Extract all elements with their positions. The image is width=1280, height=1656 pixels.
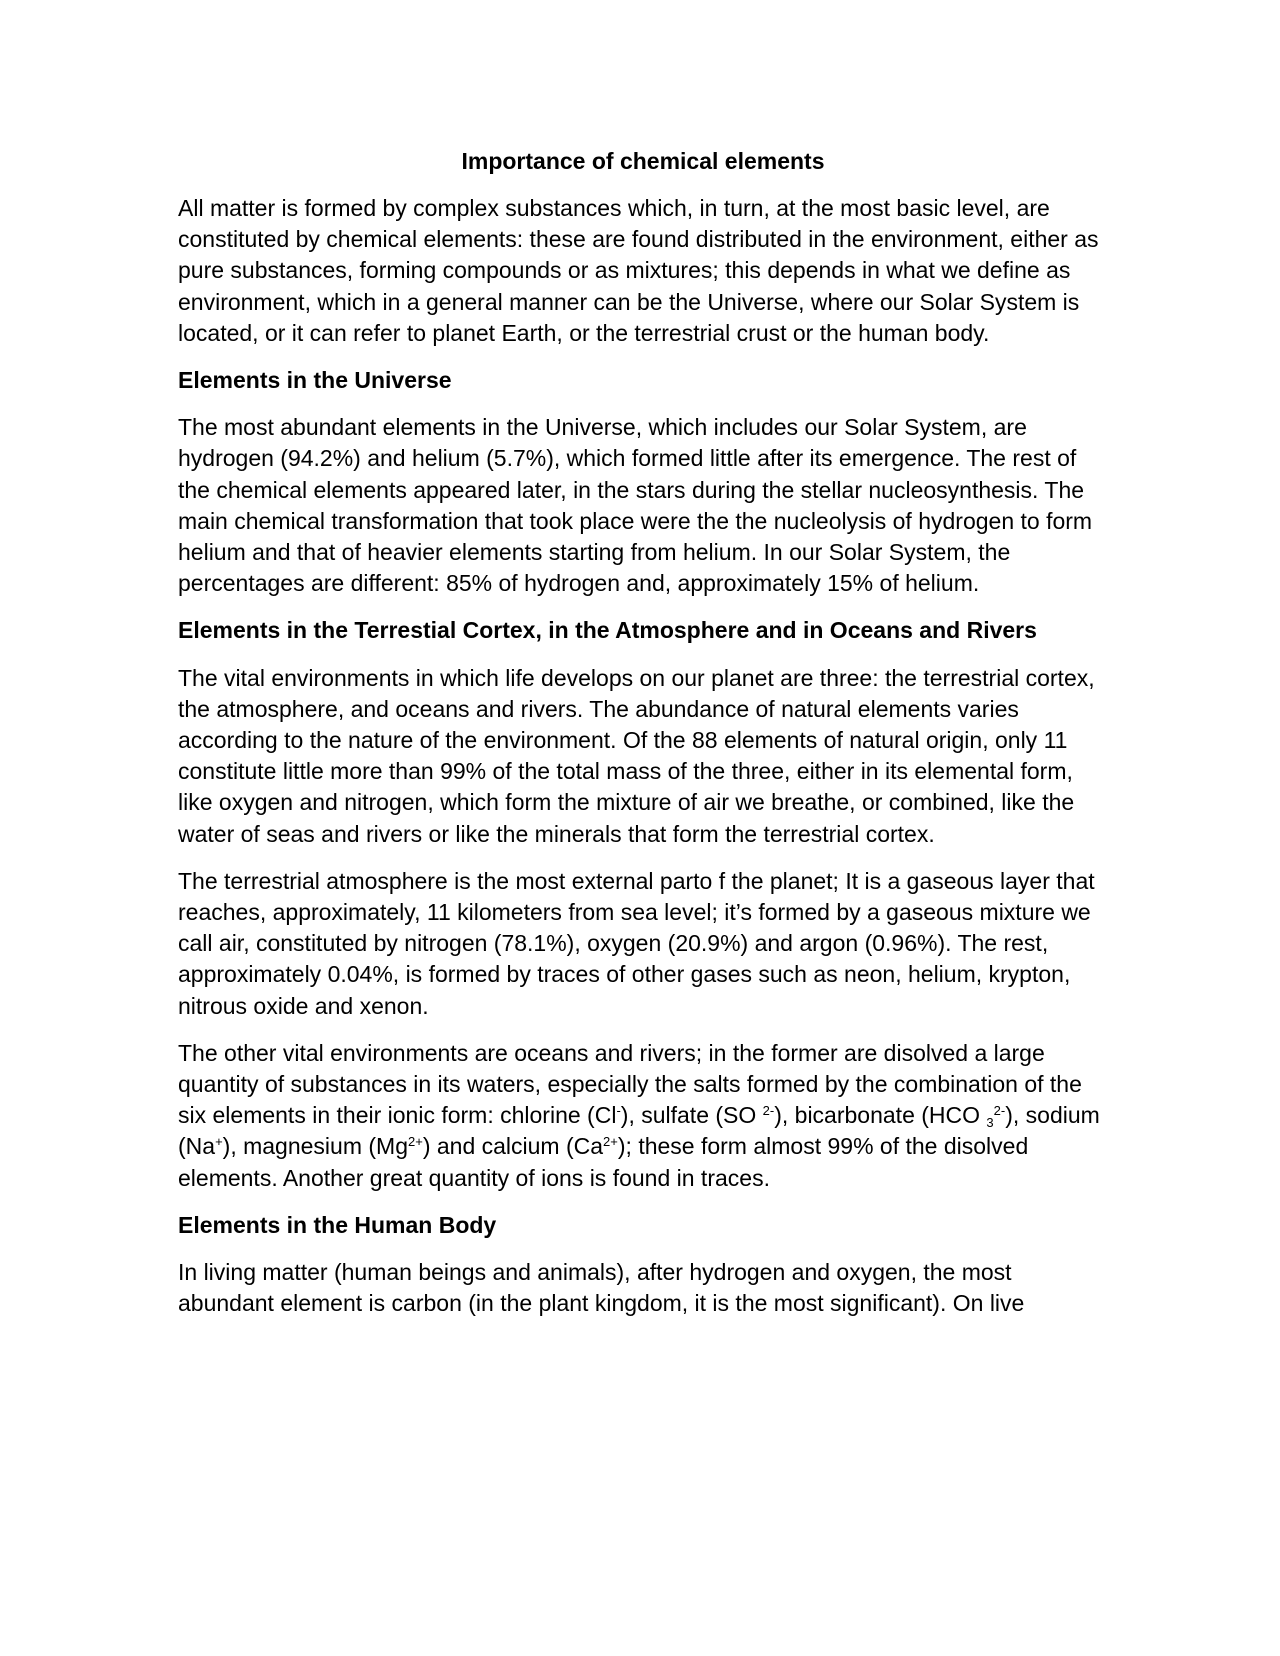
magnesium-charge: 2+ <box>407 1134 423 1150</box>
chloride-charge: - <box>616 1103 621 1119</box>
bicarbonate-charge: 2- <box>993 1103 1006 1119</box>
universe-paragraph: The most abundant elements in the Universe, which includes our Solar System, are hydrogen (94.2%) and helium (5.7%), which formed little after its emergence. The rest of the chemical elements appeared later, in the stars during the stellar nucleosynthesis. The main chemical transformation that took place were the the nucleolysis of hydrogen to form helium and that of heavier elements starting from helium. In our Solar System, the percentages are different: 85% of hydrogen and, approximately 15% of helium. <box>178 414 1093 597</box>
document-title: Importance of chemical elements <box>461 148 825 174</box>
section-heading-human-body: Elements in the Human Body <box>178 1211 497 1238</box>
bicarbonate-subscript: 3 <box>986 1115 994 1131</box>
terrestrial-paragraph-2: The terrestrial atmosphere is the most external parto f the planet; It is a gaseous layer that reaches, approximately, 11 kilometers from sea level; it’s formed by a gaseous mixture we call air, constituted by nitrogen (78.1%), oxygen (20.9%) and argon (0.96%). The rest, approximately 0.04%, is formed by traces of other gases such as neon, helium, krypton, nitrous oxide and xenon. <box>178 867 1095 1019</box>
calcium-charge: 2+ <box>603 1134 618 1150</box>
sulfate-charge: 2- <box>762 1103 775 1119</box>
intro-paragraph: All matter is formed by complex substances which, in turn, at the most basic level, are constituted by chemical elements: these are found distributed in the environment, either as pure substances, forming compounds or as mixtures; this depends in what we define as environment, which in a general manner can be the Universe, where our Solar System is located, or it can refer to planet Earth, or the terrestrial crust or the human body. <box>178 195 1099 346</box>
oceans-text-6: ) and calcium (Ca <box>422 1133 604 1160</box>
oceans-text-2: ), sulfate (SO <box>620 1102 763 1129</box>
document-page <box>178 146 1108 1336</box>
human-body-paragraph: In living matter (human beings and animals), after hydrogen and oxygen, the most abundant element is carbon (in the plant kingdom, it is the most significant). On live <box>178 1259 1025 1317</box>
oceans-text-7: ); these form almost 99% of the disolved elements. Another great quantity of ions is found in traces. <box>178 1133 1029 1191</box>
oceans-text-3: ), bicarbonate (HCO <box>774 1102 987 1129</box>
section-heading-universe: Elements in the Universe <box>178 367 452 394</box>
oceans-text-1: The other vital environments are oceans and rivers; in the former are disolved a large quantity of substances in its waters, especially the salts formed by the combination of the six elements in their ionic form: chlorine (Cl <box>178 1039 1082 1129</box>
oceans-text-4: ), sodium (Na <box>178 1102 1100 1160</box>
section-heading-terrestrial: Elements in the Terrestial Cortex, in the Atmosphere and in Oceans and Rivers <box>178 617 1037 644</box>
terrestrial-paragraph-1: The vital environments in which life develops on our planet are three: the terrestrial cortex, the atmosphere, and oceans and rivers. The abundance of natural elements varies according to the nature of the environment. Of the 88 elements of natural origin, only 11 constitute little more than 99% of the total mass of the three, either in its elemental form, like oxygen and nitrogen, which form the mixture of air we breathe, or combined, like the water of seas and rivers or like the minerals that form the terrestrial cortex. <box>178 664 1095 847</box>
oceans-text-5: ), magnesium (Mg <box>222 1133 408 1160</box>
sodium-charge: + <box>215 1134 223 1150</box>
oceans-paragraph <box>178 1038 1108 1194</box>
